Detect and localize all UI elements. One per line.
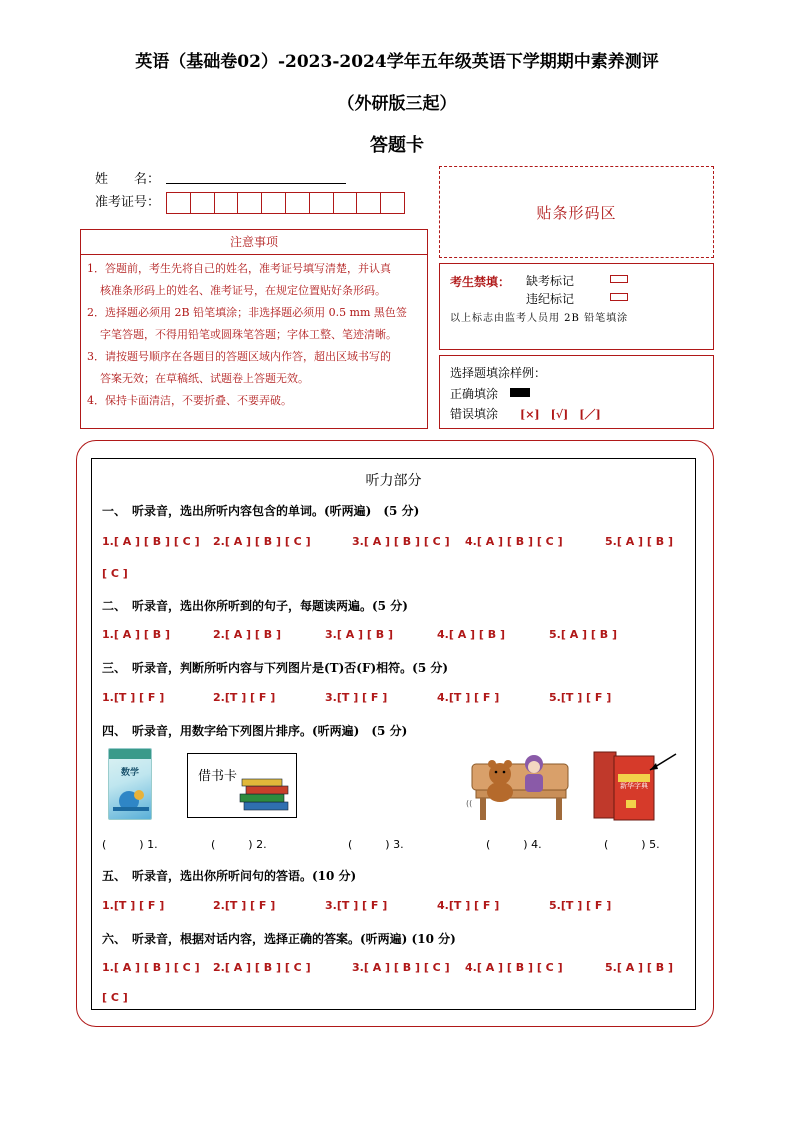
bear-doll-bench-picture <box>462 744 574 824</box>
id-label: 准考证号： <box>95 195 161 210</box>
notice-item: 2．选择题必须用 2B 铅笔填涂；非选择题必须用 0.5 mm 黑色签 <box>87 306 407 319</box>
id-cell[interactable] <box>380 192 405 214</box>
sample-title: 选择题填涂样例： <box>450 366 547 380</box>
card-label: 借书卡 <box>198 769 238 784</box>
dictionary-picture <box>590 748 682 822</box>
notice-box <box>80 229 428 429</box>
barcode-label: 贴条形码区 <box>536 203 617 222</box>
answer-option[interactable]: 5.[ A ] [ B ] <box>549 628 617 641</box>
id-cell[interactable] <box>285 192 310 214</box>
forbidden-note: 以上标志由监考人员用 2B 铅笔填涂 <box>450 313 629 324</box>
answer-option[interactable]: 3.[ A ] [ B ] [ C ] <box>352 535 450 548</box>
svg-text:((: (( <box>466 799 473 808</box>
correct-fill-sample <box>510 388 530 397</box>
id-cell[interactable] <box>333 192 358 214</box>
answer-option[interactable]: 2.[ A ] [ B ] [ C ] <box>213 535 311 548</box>
answer-option[interactable]: 3.[ A ] [ B ] [ C ] <box>352 961 450 974</box>
book-top-strip <box>109 749 151 759</box>
notice-item: 4．保持卡面清洁，不要折叠、不要弄破。 <box>87 394 292 407</box>
id-cell[interactable] <box>309 192 334 214</box>
answer-option[interactable]: 5.[ A ] [ B ] <box>605 535 673 548</box>
stacked-books-icon <box>238 778 294 812</box>
section-6-title: 六、 听录音，根据对话内容，选择正确的答案。(听两遍) (10 分) <box>102 932 456 946</box>
math-book-picture <box>108 748 152 820</box>
proctor-marks-box <box>439 263 714 350</box>
answer-option[interactable]: 2.[ A ] [ B ] <box>213 628 281 641</box>
answer-option[interactable]: [ C ] <box>102 991 128 1004</box>
section-2-title: 二、 听录音，选出你所听到的句子，每题读两遍。(5 分) <box>102 599 408 613</box>
order-blank[interactable]: ( ) 3. <box>348 838 404 851</box>
answer-option[interactable]: 3.[T ] [ F ] <box>325 691 388 704</box>
answer-option[interactable]: 2.[T ] [ F ] <box>213 899 276 912</box>
violation-mark[interactable] <box>610 293 628 301</box>
answer-option[interactable]: 1.[ A ] [ B ] [ C ] <box>102 535 200 548</box>
answer-option[interactable]: 5.[T ] [ F ] <box>549 899 612 912</box>
id-cell[interactable] <box>356 192 381 214</box>
id-cell[interactable] <box>166 192 191 214</box>
answer-option[interactable]: 5.[ A ] [ B ] <box>605 961 673 974</box>
notice-item: 1．答题前，考生先将自己的姓名，准考证号填写清楚，并认真 <box>87 262 391 275</box>
wrong-fill-sample: [×] [√] [／] <box>520 408 601 421</box>
answer-option[interactable]: 1.[ A ] [ B ] <box>102 628 170 641</box>
listening-title: 听力部分 <box>365 473 422 489</box>
absent-mark[interactable] <box>610 275 628 283</box>
id-cell[interactable] <box>190 192 215 214</box>
library-card-picture <box>187 753 297 818</box>
answer-option[interactable]: [ C ] <box>102 567 128 580</box>
answer-option[interactable]: 3.[T ] [ F ] <box>325 899 388 912</box>
forbidden-label: 考生禁填： <box>450 275 511 289</box>
notice-item: 核准条形码上的姓名、准考证号，在规定位置贴好条形码。 <box>100 284 386 297</box>
barcode-area <box>439 166 714 258</box>
name-label: 姓 名： <box>95 172 161 187</box>
notice-item: 3．请按题号顺序在各题目的答题区域内作答，超出区域书写的 <box>87 350 391 363</box>
section-5-title: 五、 听录音，选出你所听问句的答语。(10 分) <box>102 869 357 883</box>
answer-option[interactable]: 4.[T ] [ F ] <box>437 691 500 704</box>
id-cell[interactable] <box>237 192 262 214</box>
answer-option[interactable]: 4.[ A ] [ B ] [ C ] <box>465 535 563 548</box>
section-4-title: 四、 听录音，用数字给下列图片排序。(听两遍) (5 分) <box>102 724 408 738</box>
book-cover-art <box>109 781 152 820</box>
fill-sample-box <box>439 355 714 429</box>
answer-option[interactable]: 4.[ A ] [ B ] <box>437 628 505 641</box>
section-1-title: 一、 听录音，选出所听内容包含的单词。(听两遍) (5 分) <box>102 504 420 518</box>
answer-option[interactable]: 4.[T ] [ F ] <box>437 899 500 912</box>
page-subtitle: （外研版三起） <box>337 94 457 114</box>
book-title: 数学 <box>120 768 139 778</box>
id-cell[interactable] <box>261 192 286 214</box>
notice-item: 字笔答题，不得用铅笔或圆珠笔答题；字体工整、笔迹清晰。 <box>100 328 397 341</box>
order-blank[interactable]: ( ) 5. <box>604 838 660 851</box>
page-title: 英语（基础卷02）-2023-2024学年五年级英语下学期期中素养测评 <box>135 52 659 72</box>
name-field[interactable] <box>166 183 346 184</box>
answer-option[interactable]: 2.[T ] [ F ] <box>213 691 276 704</box>
answer-option[interactable]: 3.[ A ] [ B ] <box>325 628 393 641</box>
correct-label: 正确填涂 <box>450 387 499 401</box>
dictionary-title: 新华字典 <box>620 782 648 790</box>
answer-option[interactable]: 1.[ A ] [ B ] [ C ] <box>102 961 200 974</box>
answer-sheet-title: 答题卡 <box>370 135 424 156</box>
answer-option[interactable]: 4.[ A ] [ B ] [ C ] <box>465 961 563 974</box>
section-3-title: 三、 听录音，判断所听内容与下列图片是(T)否(F)相符。(5 分) <box>102 661 449 675</box>
answer-option[interactable]: 5.[T ] [ F ] <box>549 691 612 704</box>
notice-title: 注意事项 <box>81 230 427 255</box>
order-blank[interactable]: ( ) 1. <box>102 838 158 851</box>
order-blank[interactable]: ( ) 4. <box>486 838 542 851</box>
absent-label: 缺考标记 <box>526 274 575 288</box>
answer-option[interactable]: 1.[T ] [ F ] <box>102 899 165 912</box>
wrong-label: 错误填涂 <box>450 407 499 421</box>
id-cell[interactable] <box>214 192 239 214</box>
order-blank[interactable]: ( ) 2. <box>211 838 267 851</box>
id-number-grid[interactable] <box>166 192 404 214</box>
notice-item: 答案无效；在草稿纸、试题卷上答题无效。 <box>100 372 309 385</box>
answer-option[interactable]: 1.[T ] [ F ] <box>102 691 165 704</box>
violation-label: 违纪标记 <box>526 292 575 306</box>
answer-option[interactable]: 2.[ A ] [ B ] [ C ] <box>213 961 311 974</box>
